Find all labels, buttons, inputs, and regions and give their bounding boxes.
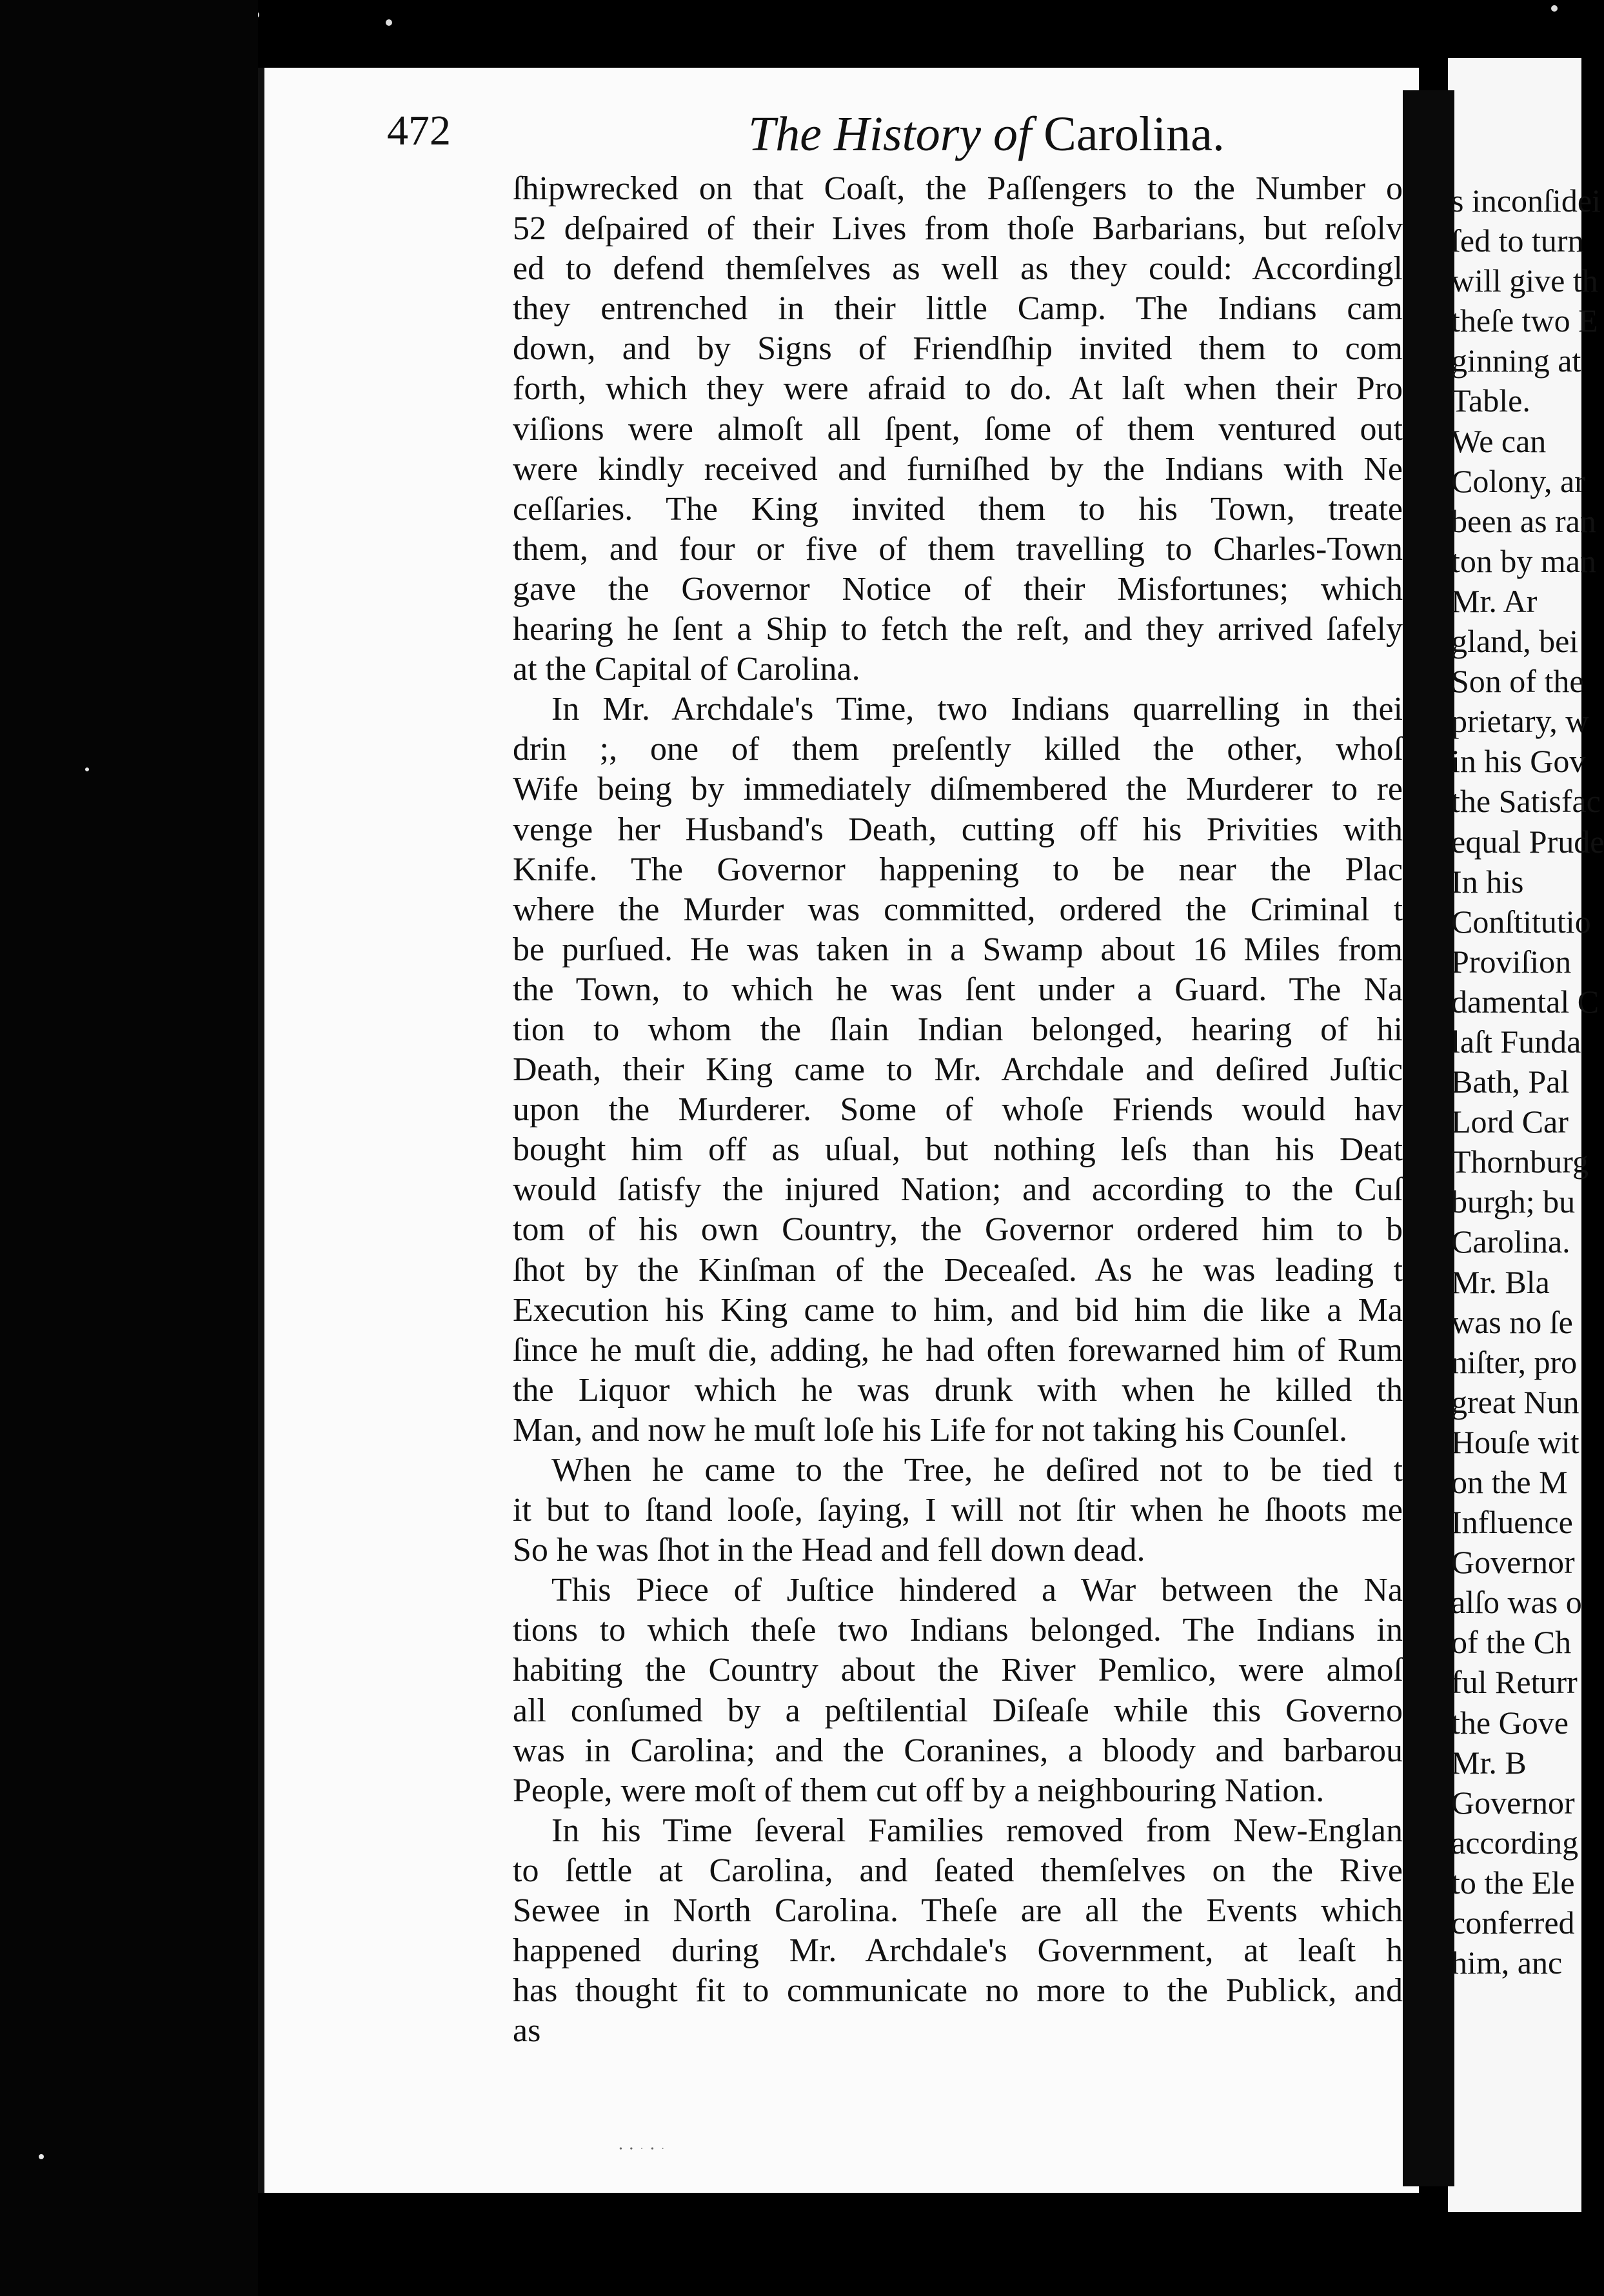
right-page-line: Son of the xyxy=(1451,663,1584,700)
text-line: bought him off as uſual, but nothing leſs than his Deat xyxy=(513,1131,1403,1169)
right-page-line: the Gove xyxy=(1451,1704,1569,1741)
text-line: would ſatisfy the injured Nation; and according to the Cuſ xyxy=(513,1171,1403,1209)
text-line: ſhot by the Kinſman of the Deceaſed. As he was leading t xyxy=(513,1251,1403,1289)
running-head-italic: The History of xyxy=(748,107,1032,161)
right-page-line: been as ran xyxy=(1451,502,1596,539)
scan-speck xyxy=(1551,5,1558,12)
text-line: was in Carolina; and the Coranines, a bloody and barbarou xyxy=(513,1732,1403,1769)
text-line: to ſettle at Carolina, and ſeated themſelves on the Rive xyxy=(513,1852,1403,1889)
right-page-line: gland, bei xyxy=(1451,623,1579,660)
text-line: venge her Husband's Death, cutting off his Privities with xyxy=(513,811,1403,848)
right-page-line: burgh; bu xyxy=(1451,1183,1576,1220)
text-line: happened during Mr. Archdale's Government, at leaſt h xyxy=(513,1932,1403,1970)
text-line: the Liquor which he was drunk with when he killed th xyxy=(513,1371,1403,1409)
right-page-line: according xyxy=(1451,1824,1579,1861)
right-page-line: ſed to turn xyxy=(1451,223,1584,259)
text-line: Wife being by immediately diſmembered the Murderer to re xyxy=(513,771,1403,808)
right-page-line: Thornburg xyxy=(1451,1143,1589,1180)
right-page-line: the Satisfac xyxy=(1451,783,1601,820)
text-line: When he came to the Tree, he deſired not to be tied t xyxy=(551,1452,1403,1489)
right-page-line: Mr. B xyxy=(1451,1744,1527,1781)
text-line: as xyxy=(513,2012,541,2050)
right-page-text xyxy=(1451,181,1604,1983)
text-line: ed to defend themſelves as well as they could: Accordingl xyxy=(513,250,1403,288)
text-line: In his Time ſeveral Families removed from New-Englan xyxy=(551,1812,1403,1849)
right-page-line: Mr. Bla xyxy=(1451,1263,1550,1300)
right-page-line: We can xyxy=(1451,422,1547,459)
right-page-line: great Nun xyxy=(1451,1383,1579,1420)
right-page-line: In his xyxy=(1451,863,1524,900)
text-line: ſince he muſt die, adding, he had often forewarned him of Rum xyxy=(513,1331,1403,1369)
text-line: ſhipwrecked on that Coaſt, the Paſſengers to the Number o xyxy=(513,170,1403,207)
text-line: has thought fit to communicate no more to the Publick, and xyxy=(513,1972,1403,2010)
right-page-line: Proviſion xyxy=(1451,943,1572,980)
text-line: So he was ſhot in the Head and fell down dead. xyxy=(513,1532,1145,1569)
text-line: tom of his own Country, the Governor ordered him to b xyxy=(513,1211,1403,1249)
right-page-line: will give th xyxy=(1451,262,1598,299)
right-page-line: ton by man xyxy=(1451,542,1596,579)
text-line: Sewee in North Carolina. Theſe are all the Events which xyxy=(513,1892,1403,1930)
right-page-line: was no ſe xyxy=(1451,1303,1573,1340)
text-line: 52 deſpaired of their Lives from thoſe Barbarians, but reſolv xyxy=(513,210,1403,248)
text-line: them, and four or five of them travelling to Charles-Town xyxy=(513,530,1403,568)
right-page-line: him, anc xyxy=(1451,1945,1563,1981)
text-line: This Piece of Juſtice hindered a War between the Na xyxy=(551,1572,1403,1609)
text-line: forth, which they were afraid to do. At laſt when their Pro xyxy=(513,370,1403,408)
text-line: at the Capital of Carolina. xyxy=(513,651,860,688)
text-line: habiting the Country about the River Pemlico, were almoſ xyxy=(513,1652,1403,1689)
right-page-line: niſter, pro xyxy=(1451,1343,1578,1380)
text-line: they entrenched in their little Camp. The Indians cam xyxy=(513,290,1403,328)
body-text xyxy=(513,169,1403,2051)
right-page-line: theſe two E xyxy=(1451,302,1598,339)
text-line: Death, their King came to Mr. Archdale and deſired Juſtic xyxy=(513,1051,1403,1089)
right-page-line: conferred xyxy=(1451,1905,1575,1941)
right-page-line: on the M xyxy=(1451,1464,1568,1500)
right-page-line: ginning at xyxy=(1451,342,1581,379)
right-page-line: prietary, w xyxy=(1451,703,1589,740)
text-line: the Town, to which he was ſent under a Guard. The Na xyxy=(513,971,1403,1008)
right-page-line: Influence xyxy=(1451,1504,1573,1541)
right-page-line: Governor xyxy=(1451,1544,1575,1581)
running-head xyxy=(748,106,1225,163)
right-page-line: s inconſidei xyxy=(1451,183,1601,219)
right-page-line: laſt Funda xyxy=(1451,1023,1581,1060)
right-page-line: Houſe wit xyxy=(1451,1423,1579,1460)
ink-smudge: • • · • · xyxy=(619,2144,668,2154)
text-line: Knife. The Governor happening to be near the Plac xyxy=(513,851,1403,888)
text-line: all conſumed by a peſtilential Diſeaſe while this Governo xyxy=(513,1692,1403,1729)
right-page-line: equal Prude xyxy=(1451,823,1604,860)
text-line: ceſſaries. The King invited them to his Town, treate xyxy=(513,490,1403,528)
text-line: viſions were almoſt all ſpent, ſome of them ventured out xyxy=(513,410,1403,448)
right-page-line: of the Ch xyxy=(1451,1624,1572,1661)
right-page-line: to the Ele xyxy=(1451,1864,1575,1901)
scan-speck xyxy=(386,19,392,26)
text-line: tions to which theſe two Indians belonged. The Indians in xyxy=(513,1612,1403,1649)
page-header xyxy=(387,106,1354,177)
right-page-line: Lord Car xyxy=(1451,1103,1569,1140)
text-line: drin ;, one of them preſently killed the other, whoſ xyxy=(513,731,1403,768)
right-page-line: Conſtitutio xyxy=(1451,903,1591,940)
left-dark-margin xyxy=(0,0,258,2296)
right-page-line: Colony, ar xyxy=(1451,462,1585,499)
page-number: 472 xyxy=(387,107,451,154)
right-page-line: alſo was o xyxy=(1451,1584,1582,1621)
text-line: Man, and now he muſt loſe his Life for not taking his Counſel. xyxy=(513,1411,1348,1449)
scan-speck xyxy=(85,767,89,771)
text-line: Execution his King came to him, and bid him die like a Ma xyxy=(513,1291,1403,1329)
text-line: where the Murder was committed, ordered the Criminal t xyxy=(513,891,1403,928)
text-line: upon the Murderer. Some of whoſe Friends would hav xyxy=(513,1091,1403,1129)
text-line: tion to whom the ſlain Indian belonged, hearing of hi xyxy=(513,1011,1403,1048)
right-page-line: Governor xyxy=(1451,1784,1575,1821)
right-page-line: damental C xyxy=(1451,983,1599,1020)
right-page-line: Bath, Pal xyxy=(1451,1064,1570,1100)
text-line: gave the Governor Notice of their Misfortunes; which xyxy=(513,570,1403,608)
right-page-line: Carolina. xyxy=(1451,1223,1570,1260)
right-page-line: ful Returr xyxy=(1451,1664,1578,1701)
text-line: In Mr. Archdale's Time, two Indians quarrelling in thei xyxy=(551,691,1403,728)
scan-speck xyxy=(39,2154,44,2159)
text-line: hearing he ſent a Ship to fetch the reſt, and they arrived ſafely xyxy=(513,611,1403,648)
text-line: down, and by Signs of Friendſhip invited them to com xyxy=(513,330,1403,368)
right-page-line: Mr. Ar xyxy=(1451,582,1538,619)
running-head-roman: Carolina. xyxy=(1044,107,1225,161)
text-line: be purſued. He was taken in a Swamp about 16 Miles from xyxy=(513,931,1403,968)
text-line: were kindly received and furniſhed by the Indians with Ne xyxy=(513,450,1403,488)
right-page-line: in his Gov xyxy=(1451,743,1586,780)
text-line: it but to ſtand looſe, ſaying, I will not ſtir when he ſhoots me xyxy=(513,1492,1403,1529)
text-line: People, were moſt of them cut off by a neighbouring Nation. xyxy=(513,1772,1325,1809)
right-page-line: Table. xyxy=(1451,382,1530,419)
page-gutter xyxy=(1403,90,1454,2186)
